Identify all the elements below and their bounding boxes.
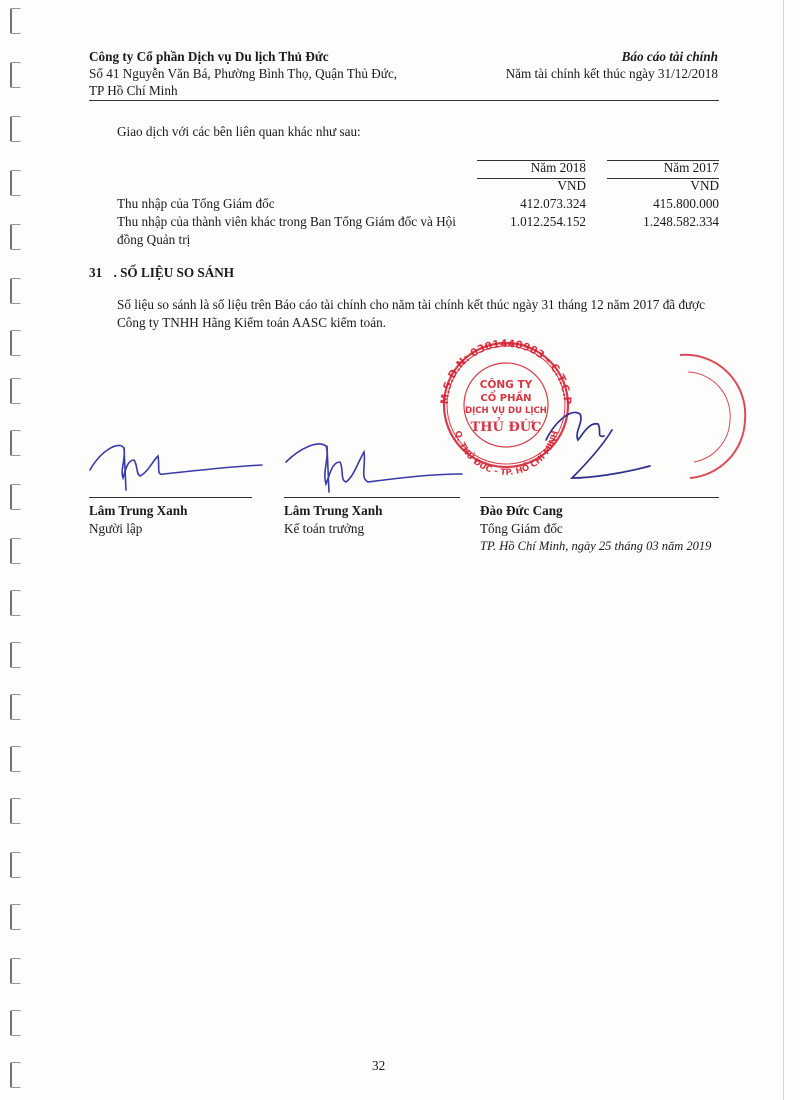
signer-name: Đào Đức Cang: [480, 503, 563, 518]
row-label: Thu nhập của Tổng Giám đốc: [117, 196, 275, 211]
section-paragraph-line1: Số liệu so sánh là số liệu trên Báo cáo tài chính cho năm tài chính kết thúc ngày 31 tháng 12 năm 2017 đã được: [117, 297, 706, 312]
signer-role: Người lập: [89, 521, 143, 536]
row-value-2018: 412.073.324: [520, 196, 586, 211]
signature-preparer: [90, 445, 262, 490]
company-address-line2: TP Hồ Chí Minh: [89, 83, 178, 98]
signer-name: Lâm Trung Xanh: [284, 503, 383, 518]
seal-bottom-text: Q. THỦ ĐỨC - TP. HỒ CHÍ MINH: [452, 429, 561, 478]
col-header-2017: Năm 2017: [663, 160, 719, 175]
row-value-2018: 1.012.254.152: [510, 214, 586, 229]
signer-chief-accountant: [284, 502, 382, 538]
row-label: Thu nhập của thành viên khác trong Ban Tổng Giám đốc và Hội: [117, 214, 456, 229]
row-label-continuation: đồng Quản trị: [117, 232, 191, 247]
signer-general-director: [480, 502, 563, 538]
intro-text: Giao dịch với các bên liên quan khác như sau:: [117, 124, 361, 139]
signature-chief-accountant: [286, 444, 462, 492]
unit-2017: VND: [690, 178, 719, 193]
seal-line3: DỊCH VỤ DU LỊCH: [465, 406, 547, 416]
signer-role: Kế toán trưởng: [284, 521, 365, 536]
seal-text: [439, 338, 573, 478]
seal-ring-text: M.S.D.N: 0301440903 - C.T.C.P: [438, 337, 574, 405]
signer-name: Lâm Trung Xanh: [89, 503, 188, 518]
seal-line2: CỔ PHẦN: [480, 393, 532, 404]
section-paragraph-line2: Công ty TNHH Hãng Kiểm toán AASC kiểm toán.: [117, 315, 386, 330]
signer-preparer: [89, 502, 187, 538]
seal-line4: THỦ ĐỨC: [470, 420, 542, 435]
auditor-seal-partial: [680, 355, 745, 478]
seal-line1: CÔNG TY: [479, 379, 533, 391]
signer-role: Tổng Giám đốc: [480, 521, 563, 536]
row-value-2017: 1.248.582.334: [643, 214, 719, 229]
company-address-line1: Số 41 Nguyễn Văn Bá, Phường Bình Thọ, Quận Thủ Đức,: [89, 66, 398, 81]
section-title: . SỐ LIỆU SO SÁNH: [113, 265, 235, 280]
signature-rule-2: [284, 497, 460, 498]
section-number: 31: [89, 265, 103, 280]
date-place: TP. Hồ Chí Minh, ngày 25 tháng 03 năm 2019: [480, 539, 712, 553]
company-name: Công ty Cổ phần Dịch vụ Du lịch Thủ Đức: [89, 49, 329, 64]
signature-rule-3: [480, 497, 719, 498]
unit-2018: VND: [557, 178, 586, 193]
signature-general-director: [546, 412, 650, 478]
report-title: Báo cáo tài chính: [621, 49, 718, 64]
signature-rule-1: [89, 497, 252, 498]
col-header-2018: Năm 2018: [530, 160, 586, 175]
page-number: 32: [372, 1058, 386, 1073]
fiscal-year: Năm tài chính kết thúc ngày 31/12/2018: [505, 66, 718, 81]
row-value-2017: 415.800.000: [653, 196, 719, 211]
